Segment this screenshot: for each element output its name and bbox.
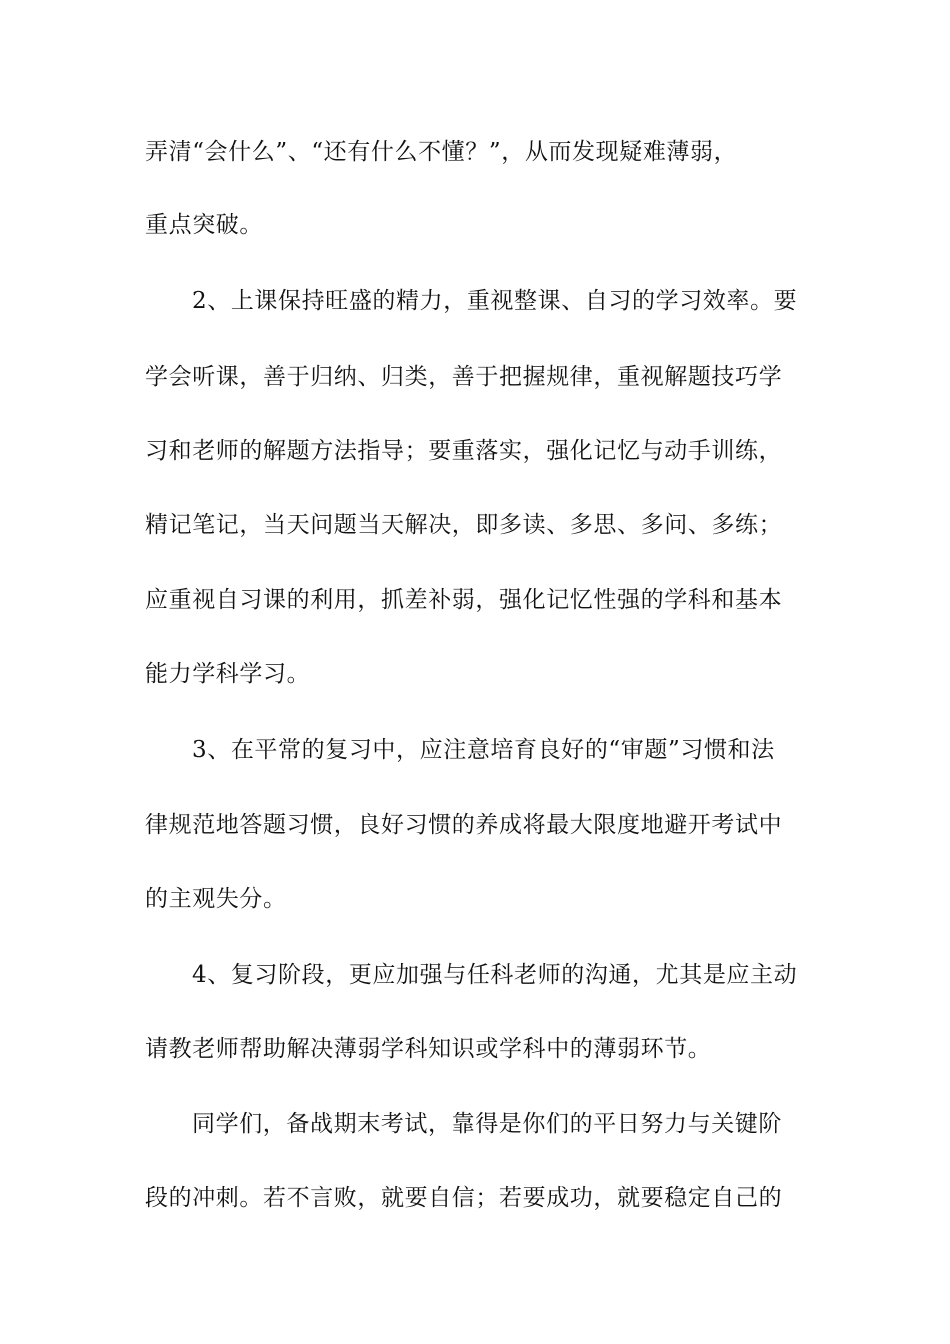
text-line: 习和老师的解题方法指导；要重落实，强化记忆与动手训练， <box>145 438 783 464</box>
paragraph-start: 2、上课保持旺盛的精力，重视整课、自习的学习效率。要 <box>192 288 798 314</box>
text-line: 的主观失分。 <box>145 886 287 912</box>
text-line: 弄清“会什么”、“还有什么不懂？”，从而发现疑难薄弱， <box>145 139 738 165</box>
paragraph-start: 同学们，备战期末考试，靠得是你们的平日努力与关键阶 <box>192 1111 782 1137</box>
paragraph-start: 4、复习阶段，更应加强与任科老师的沟通，尤其是应主动 <box>192 962 798 988</box>
text-line: 请教老师帮助解决薄弱学科知识或学科中的薄弱环节。 <box>145 1036 712 1062</box>
text-line: 精记笔记，当天问题当天解决，即多读、多思、多问、多练； <box>145 512 783 538</box>
text-line: 应重视自习课的利用，抓差补弱，强化记忆性强的学科和基本 <box>145 587 783 613</box>
text-line: 重点突破。 <box>145 212 263 238</box>
text-line: 律规范地答题习惯，良好习惯的养成将最大限度地避开考试中 <box>145 812 783 838</box>
paragraph-start: 3、在平常的复习中，应注意培育良好的“审题”习惯和法 <box>192 737 775 763</box>
text-line: 能力学科学习。 <box>145 661 311 687</box>
text-line: 学会听课，善于归纳、归类，善于把握规律，重视解题技巧学 <box>145 364 783 390</box>
text-line: 段的冲刺。若不言败，就要自信；若要成功，就要稳定自己的 <box>145 1185 783 1211</box>
